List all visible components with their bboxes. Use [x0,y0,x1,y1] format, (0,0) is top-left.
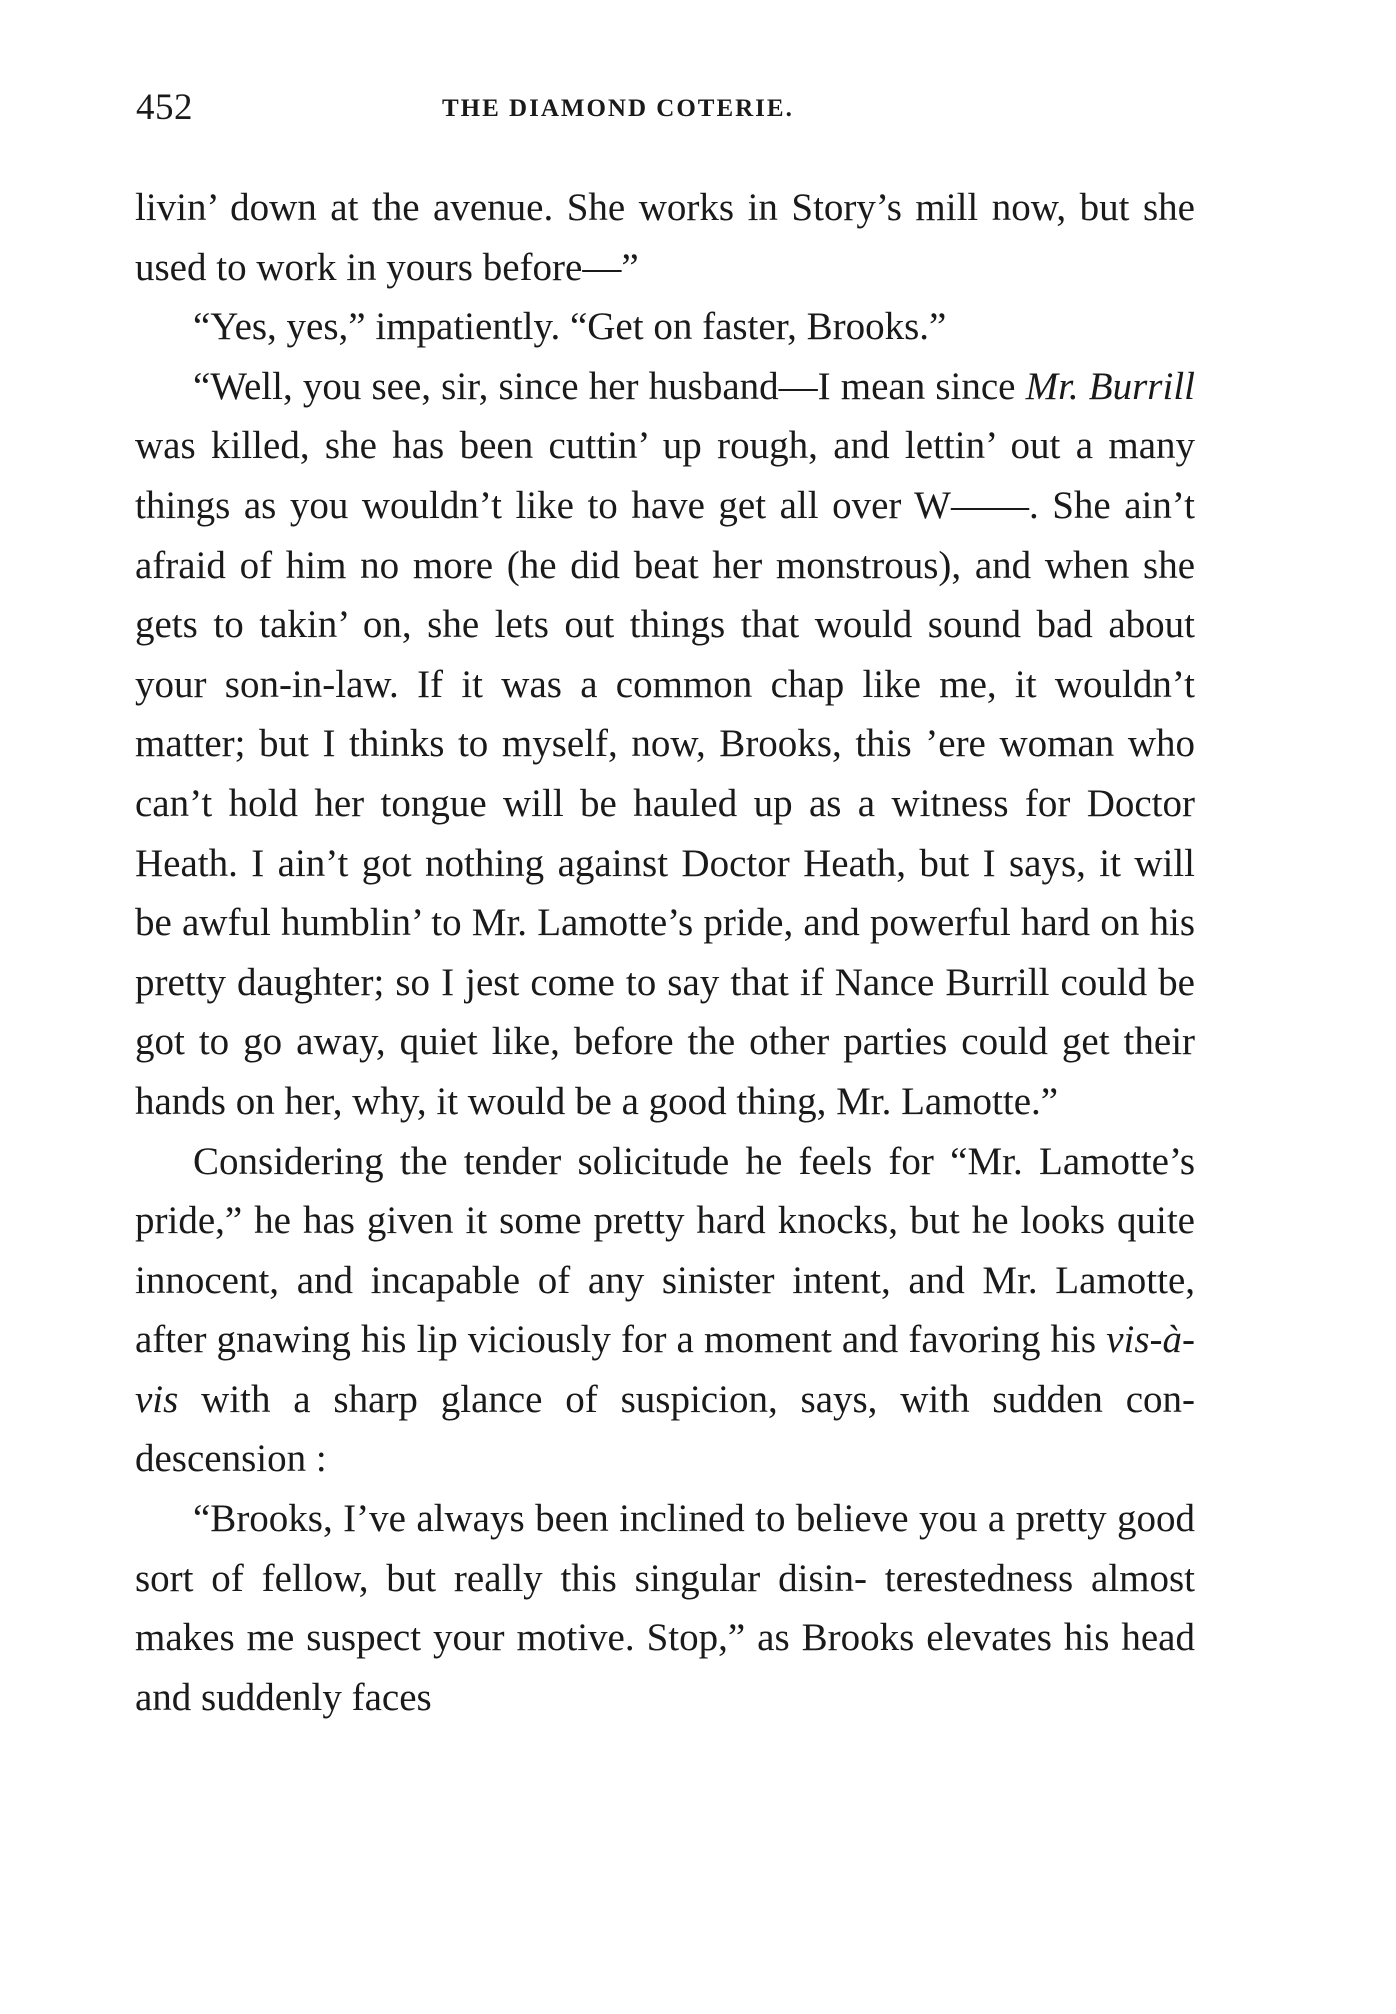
text-line: with a sharp glance of suspicion, says, with sudden con- [201,1377,1196,1421]
text-line: your son-in-law. If it was a common chap like me, it [135,662,1037,706]
paragraph-3 [135,357,1195,1132]
text-line: hard on his pretty daughter; so I jest come to say [135,901,1196,1004]
text-line: this ’ere woman who can’t hold her tongue will be [135,722,1196,825]
text-line: takin’ on, she lets out things that would sound bad about [259,603,1195,647]
text-line: terestedness almost makes me suspect your motive. [135,1556,1195,1660]
text-line: livin’ down at the avenue. She works in Story’s mill [135,186,979,229]
text-line: her, why, it would be a good thing, Mr. Lamotte.” [284,1079,1059,1123]
text-line: that if Nance Burrill could be got to go away, quiet [135,960,1195,1064]
text-line: more (he did beat her monstrous), and when she gets to [135,543,1196,647]
text-line: have get all over W——. She ain’t afraid of him no [135,483,1195,587]
italic-phrase: vis-à-vis [135,1318,1195,1421]
text-line: and lettin’ out a many things as you wouldn’t like to [135,424,1196,527]
text-line: Lamotte’s pride,” he has given it some pretty hard [135,1139,1195,1243]
italic-name: Mr. Burrill [1025,364,1195,408]
paragraph-1 [135,178,1195,297]
paragraph-2 [135,297,1195,357]
text-line: “Yes, yes,” impatiently. “Get on faster, Brooks.” [193,305,947,349]
paragraph-4 [135,1132,1195,1490]
text-line: knocks, but he looks quite innocent, and incapable of [135,1199,1195,1302]
page-number: 452 [136,87,193,128]
text-line: pretty good sort of fellow, but really this singular disin- [135,1497,1195,1600]
paragraph-5 [135,1489,1195,1727]
text-line: hauled up as a witness for Doctor Heath. I ain’t got [135,781,1196,885]
text-line: wouldn’t matter; but I thinks to myself, now, Brooks, [135,662,1196,766]
body-text [135,178,1195,1727]
text-line: now, but she used to work in yours before—” [135,186,1195,289]
text-line: “Brooks, I’ve always been inclined to believe you a [193,1497,1006,1541]
text-line: like, before the other parties could get their hands on [135,1020,1196,1123]
text-line: awful humblin’ to Mr. Lamotte’s pride, and powerful [182,901,1011,945]
text-line: Stop,” as Brooks elevates his head and suddenly faces [135,1616,1195,1719]
text-line: lip viciously for a moment and favoring his [416,1318,1107,1362]
text-line: descension : [135,1437,327,1481]
text-line: was killed, she has been cuttin’ up rough, [135,424,818,468]
text-line: Considering the tender solicitude he feels for “Mr. [193,1139,1023,1183]
text-line: “Well, you see, sir, since her husband—I mean since [193,364,1016,408]
text-line: nothing against Doctor Heath, but I says, it will be [135,841,1195,945]
running-title: THE DIAMOND COTERIE. [442,95,794,122]
text-line: any sinister intent, and Mr. Lamotte, after gnawing his [135,1258,1196,1362]
